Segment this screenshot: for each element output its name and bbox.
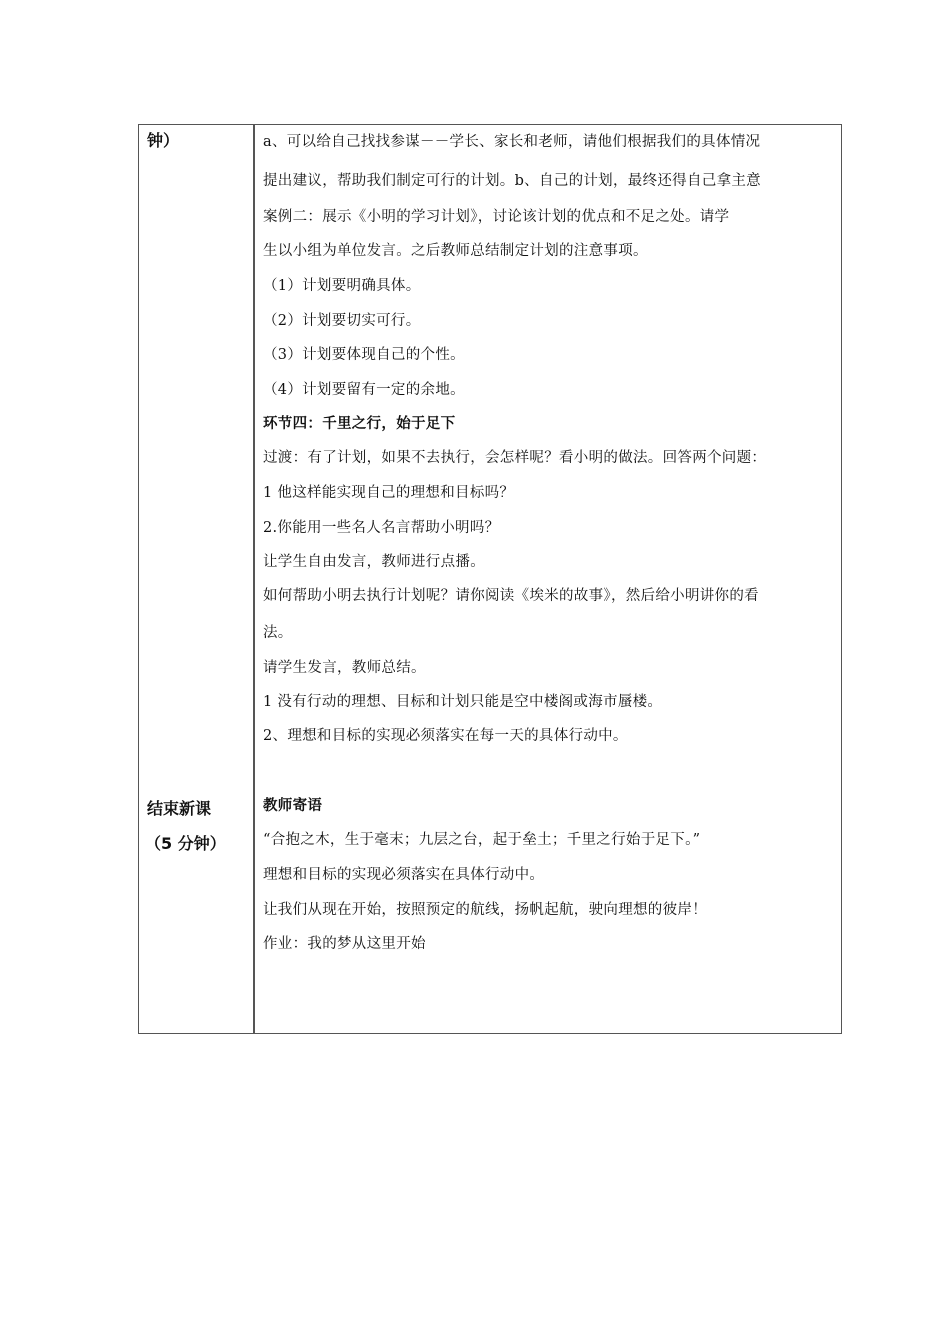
stage-title-ending: 结束新课: [147, 799, 212, 818]
stage-time-ending: （5 分钟）: [145, 834, 226, 853]
content-line: （3）计划要体现自己的个性。: [263, 347, 465, 363]
content-line: 过渡：有了计划，如果不去执行，会怎样呢？看小明的做法。回答两个问题：: [263, 450, 767, 466]
content-line: 1 他这样能实现自己的理想和目标吗？: [263, 485, 515, 501]
content-line: （1）计划要明确具体。: [263, 278, 421, 294]
content-line: 1 没有行动的理想、目标和计划只能是空中楼阁或海市蜃楼。: [263, 694, 663, 710]
content-line: （2）计划要切实可行。: [263, 313, 421, 329]
content-line: 生以小组为单位发言。之后教师总结制定计划的注意事项。: [263, 243, 648, 259]
content-line: a、可以给自己找找参谋－－学长、家长和老师，请他们根据我们的具体情况: [263, 134, 761, 150]
section-heading: 环节四：千里之行，始于足下: [263, 416, 456, 432]
content-line: 让我们从现在开始，按照预定的航线，扬帆起航，驶向理想的彼岸！: [263, 902, 707, 918]
stage-column: [139, 125, 253, 1033]
homework-line: 作业：我的梦从这里开始: [263, 936, 426, 952]
section-heading: 教师寄语: [263, 798, 323, 814]
stage-label-continued: 钟）: [147, 131, 180, 150]
content-line: 提出建议，帮助我们制定可行的计划。b、自己的计划，最终还得自己拿主意: [263, 173, 761, 189]
lesson-plan-table: [138, 124, 842, 1034]
content-line: 2.你能用一些名人名言帮助小明吗？: [263, 520, 500, 536]
content-line: （4）计划要留有一定的余地。: [263, 382, 465, 398]
content-line: 2、理想和目标的实现必须落实在每一天的具体行动中。: [263, 728, 628, 744]
content-line: 法。: [263, 625, 293, 641]
content-line: 让学生自由发言，教师进行点播。: [263, 554, 485, 570]
content-line: 案例二：展示《小明的学习计划》，讨论该计划的优点和不足之处。请学: [263, 209, 730, 225]
content-line: 理想和目标的实现必须落实在具体行动中。: [263, 867, 545, 883]
content-line: 请学生发言，教师总结。: [263, 660, 426, 676]
content-line: 如何帮助小明去执行计划呢？请你阅读《埃米的故事》，然后给小明讲你的看: [263, 588, 759, 604]
quote-line: “合抱之木，生于毫末；九层之台，起于垒土；千里之行始于足下。”: [263, 832, 701, 848]
content-column: [255, 125, 841, 1033]
